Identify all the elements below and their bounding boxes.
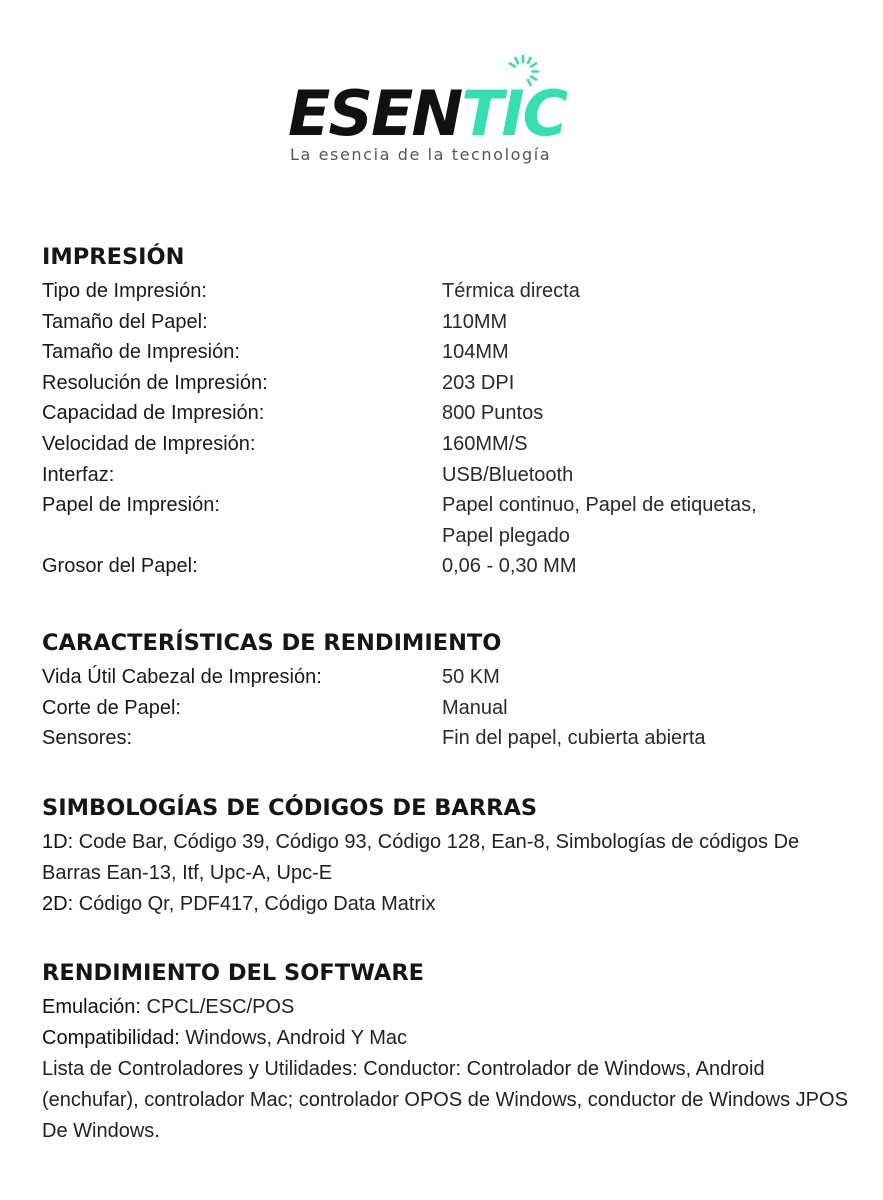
spec-label: Papel de Impresión: (42, 494, 220, 517)
spec-row (42, 368, 852, 399)
spec-row (42, 662, 852, 693)
spec-value: 110MM (442, 310, 508, 333)
spec-value: 0,06 - 0,30 MM (442, 555, 577, 578)
spec-row (42, 337, 852, 368)
spec-row (42, 693, 852, 724)
spec-value: 800 Puntos (442, 402, 544, 425)
spec-value: Térmica directa (442, 280, 580, 302)
spec-label: Tamaño del Papel: (42, 310, 208, 333)
section-rendimiento (42, 628, 852, 754)
spec-label: Capacidad de Impresión: (42, 402, 265, 425)
spec-label: Interfaz: (42, 463, 115, 486)
spec-value: Manual (442, 696, 508, 719)
spec-label: Tipo de Impresión: (42, 280, 207, 302)
emulacion-label: Emulación: (42, 996, 141, 1018)
spec-row (42, 490, 852, 551)
emulacion-line (42, 992, 852, 1023)
barcode-1d-text: Code Bar, Código 39, Código 93, Código 128, Ean-8, Simbologías de códigos De Barras Ean-13, Itf, Upc-A, Upc-E (42, 831, 800, 884)
spec-value: 104MM (442, 341, 509, 364)
spec-value: Fin del papel, cubierta abierta (442, 727, 706, 750)
spec-value: USB/Bluetooth (442, 463, 574, 486)
spec-row (42, 723, 852, 754)
barcode-1d-line (42, 827, 852, 889)
spec-row (42, 276, 852, 307)
spec-label: Grosor del Papel: (42, 555, 198, 578)
spec-value: 160MM/S (442, 432, 528, 455)
spec-row (42, 551, 852, 582)
section-impresion (42, 242, 852, 582)
esentic-logo (288, 52, 588, 172)
spec-value: Papel continuo, Papel de etiquetas, Papel plegado (442, 494, 757, 547)
compat-line (42, 1023, 852, 1054)
drivers-text: Lista de Controladores y Utilidades: Conductor: Controlador de Windows, Android (enchufar), controlador Mac; controlador OPOS de Windows, conductor de Windows JPOS De Windows. (42, 1058, 848, 1142)
spec-value: 203 DPI (442, 371, 515, 394)
section-title-software: RENDIMIENTO DEL SOFTWARE (42, 960, 425, 986)
spec-label: Resolución de Impresión: (42, 371, 268, 394)
spec-label: Vida Útil Cabezal de Impresión: (42, 666, 322, 688)
spec-row (42, 429, 852, 460)
spec-label: Velocidad de Impresión: (42, 432, 256, 455)
spec-row (42, 398, 852, 429)
spec-value: 50 KM (442, 666, 500, 688)
spec-label: Corte de Papel: (42, 696, 181, 719)
barcode-2d-line (42, 889, 852, 920)
section-title-rendimiento: CARACTERÍSTICAS DE RENDIMIENTO (42, 630, 502, 656)
logo-wordmark (288, 77, 567, 150)
compat-label: Compatibilidad: (42, 1027, 180, 1049)
section-software (42, 958, 852, 1147)
spec-label: Sensores: (42, 727, 133, 750)
section-simbologias (42, 793, 852, 920)
spec-label: Tamaño de Impresión: (42, 341, 240, 364)
section-title-impresion: IMPRESIÓN (42, 244, 185, 270)
section-title-simbologias: SIMBOLOGÍAS DE CÓDIGOS DE BARRAS (42, 795, 538, 821)
barcode-2d-text: Código Qr, PDF417, Código Data Matrix (78, 893, 436, 915)
spec-row (42, 460, 852, 491)
logo-wordmark-dark: ESEN (288, 77, 462, 150)
spec-row (42, 307, 852, 338)
barcode-1d-label: 1D: (42, 831, 74, 853)
logo-wordmark-accent: TIC (461, 77, 567, 150)
barcode-2d-label: 2D: (42, 893, 74, 915)
logo-tagline: La esencia de la tecnología (290, 145, 552, 164)
compat-text: Windows, Android Y Mac (185, 1027, 408, 1049)
emulacion-text: CPCL/ESC/POS (146, 996, 295, 1018)
